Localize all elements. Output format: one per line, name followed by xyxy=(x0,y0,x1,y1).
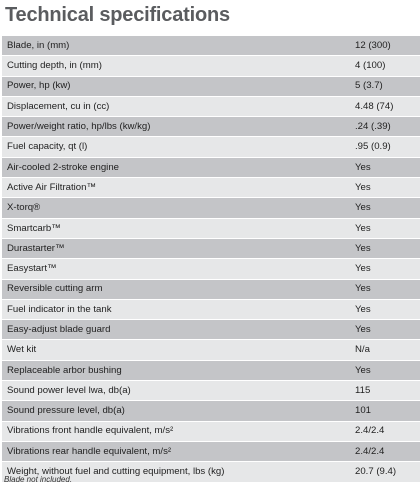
spec-value: Yes xyxy=(349,238,420,258)
table-row xyxy=(2,117,420,137)
spec-label: Durastarter™ xyxy=(2,238,349,258)
table-row xyxy=(2,36,420,56)
spec-value: 115 xyxy=(349,381,420,401)
spec-value: N/a xyxy=(349,340,420,360)
table-row xyxy=(2,401,420,421)
spec-label: Air-cooled 2-stroke engine xyxy=(2,157,349,177)
spec-value: 20.7 (9.4) xyxy=(349,462,420,482)
table-row xyxy=(2,340,420,360)
table-row xyxy=(2,441,420,461)
spec-value: 2.4/2.4 xyxy=(349,421,420,441)
spec-label: Cutting depth, in (mm) xyxy=(2,56,349,76)
spec-value: 5 (3.7) xyxy=(349,76,420,96)
spec-value: Yes xyxy=(349,320,420,340)
spec-value: .24 (.39) xyxy=(349,117,420,137)
table-row xyxy=(2,299,420,319)
spec-value: Yes xyxy=(349,360,420,380)
spec-label: Sound power level lwa, db(a) xyxy=(2,381,349,401)
table-row xyxy=(2,76,420,96)
spec-label: Weight, without fuel and cutting equipment, lbs (kg) xyxy=(2,462,349,482)
table-row xyxy=(2,157,420,177)
spec-label: Reversible cutting arm xyxy=(2,279,349,299)
spec-value: Yes xyxy=(349,218,420,238)
table-row xyxy=(2,198,420,218)
table-row xyxy=(2,56,420,76)
table-row xyxy=(2,137,420,157)
spec-value: 4 (100) xyxy=(349,56,420,76)
spec-label: Replaceable arbor bushing xyxy=(2,360,349,380)
spec-label: Smartcarb™ xyxy=(2,218,349,238)
spec-value: .95 (0.9) xyxy=(349,137,420,157)
spec-label: Vibrations rear handle equivalent, m/s² xyxy=(2,441,349,461)
spec-value: 101 xyxy=(349,401,420,421)
table-row xyxy=(2,178,420,198)
spec-label: Sound pressure level, db(a) xyxy=(2,401,349,421)
table-row xyxy=(2,218,420,238)
spec-value: Yes xyxy=(349,279,420,299)
table-row xyxy=(2,421,420,441)
spec-label: Wet kit xyxy=(2,340,349,360)
table-row xyxy=(2,238,420,258)
spec-label: Displacement, cu in (cc) xyxy=(2,96,349,116)
spec-label: Vibrations front handle equivalent, m/s² xyxy=(2,421,349,441)
spec-label: Blade, in (mm) xyxy=(2,36,349,56)
spec-value: Yes xyxy=(349,157,420,177)
table-row xyxy=(2,279,420,299)
table-row xyxy=(2,360,420,380)
spec-label: Fuel capacity, qt (l) xyxy=(2,137,349,157)
spec-value: Yes xyxy=(349,299,420,319)
page-title: Technical specifications xyxy=(5,4,230,26)
spec-label: Easy-adjust blade guard xyxy=(2,320,349,340)
table-row xyxy=(2,259,420,279)
spec-label: Active Air Filtration™ xyxy=(2,178,349,198)
spec-table xyxy=(2,36,420,483)
table-row xyxy=(2,381,420,401)
spec-label: X-torq® xyxy=(2,198,349,218)
spec-label: Easystart™ xyxy=(2,259,349,279)
footnote: Blade not included. xyxy=(4,475,73,484)
spec-value: 12 (300) xyxy=(349,36,420,56)
spec-label: Fuel indicator in the tank xyxy=(2,299,349,319)
table-row xyxy=(2,96,420,116)
table-row xyxy=(2,320,420,340)
spec-value: 4.48 (74) xyxy=(349,96,420,116)
spec-value: 2.4/2.4 xyxy=(349,441,420,461)
spec-label: Power, hp (kw) xyxy=(2,76,349,96)
spec-value: Yes xyxy=(349,178,420,198)
spec-table-body xyxy=(2,36,420,482)
spec-label: Power/weight ratio, hp/lbs (kw/kg) xyxy=(2,117,349,137)
spec-value: Yes xyxy=(349,198,420,218)
spec-value: Yes xyxy=(349,259,420,279)
